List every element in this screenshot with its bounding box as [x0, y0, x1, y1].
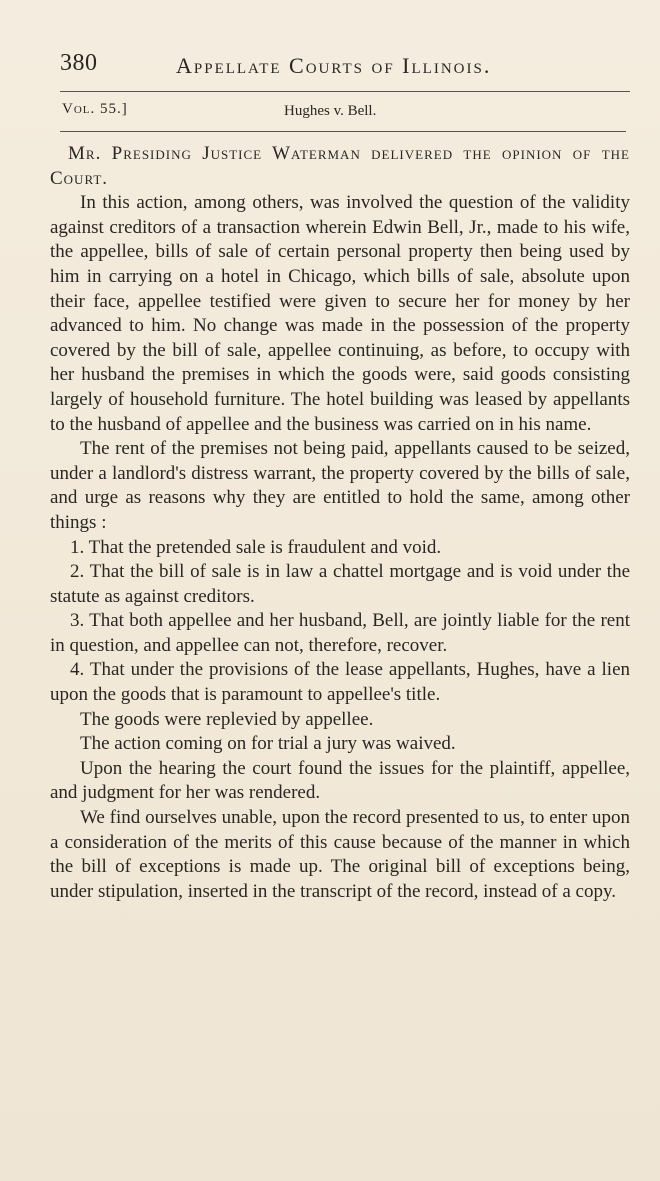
opinion-text: [50, 142, 630, 904]
reason-item-1: 1. That the pretended sale is fraudulent and void.: [70, 536, 442, 558]
paragraph: The goods were replevied by appellee.: [80, 708, 374, 730]
paragraph: In this action, among others, was involved the question of the validity against creditors of a transaction wherein Edwin Bell, Jr., made to his wife, the appellee, bills of sale of certain personal property then being used by him in carrying on a hotel in Chicago, which bills of sale, absolute upon their face, appellee testified were given to secure her for money by her advanced to him. No change was made in the possession of the property covered by the bill of sale, appellee continuing, as before, to occupy with her husband the premises in which the goods were, said goods consisting largely of household furniture. The hotel building was leased by appellants to the husband of appellee and the business was carried on in his name.: [50, 192, 630, 435]
paragraph: The rent of the premises not being paid, appellants caused to be seized, under a landlord's distress warrant, the property covered by the bills of sale, and urge as reasons why they are entitled to hold the same, among other things :: [50, 438, 630, 533]
page-header: [60, 50, 630, 84]
case-title: Hughes v. Bell.: [284, 103, 377, 119]
paragraph: We find ourselves unable, upon the record presented to us, to enter upon a consideration of the merits of this cause because of the manner in which the bill of exceptions is made up. The original bill of exceptions being, under stipulation, inserted in the transcript of the record, instead of a copy.: [50, 807, 630, 902]
reason-item-2: 2. That the bill of sale is in law a chattel mortgage and is void under the statute as against creditors.: [50, 561, 630, 607]
running-head: Appellate Courts of Illinois.: [176, 53, 492, 78]
reason-item-4: 4. That under the provisions of the lease appellants, Hughes, have a lien upon the goods that is paramount to appellee's title.: [50, 659, 630, 706]
paragraph: Upon the hearing the court found the issues for the plaintiff, appellee, and judgment for her was rendered.: [50, 757, 630, 804]
page-number: 380: [60, 50, 98, 76]
volume-label: Vol. 55.]: [62, 101, 128, 117]
paragraph: The action coming on for trial a jury was waived.: [80, 733, 456, 755]
opinion-opener: Mr. Presiding Justice Waterman delivered the opinion of the Court.: [50, 143, 630, 189]
reason-item-3: 3. That both appellee and her husband, Bell, are jointly liable for the rent in question, and appellee can not, therefore, recover.: [50, 610, 630, 656]
case-rule: [60, 131, 626, 132]
header-rule: [60, 91, 630, 92]
